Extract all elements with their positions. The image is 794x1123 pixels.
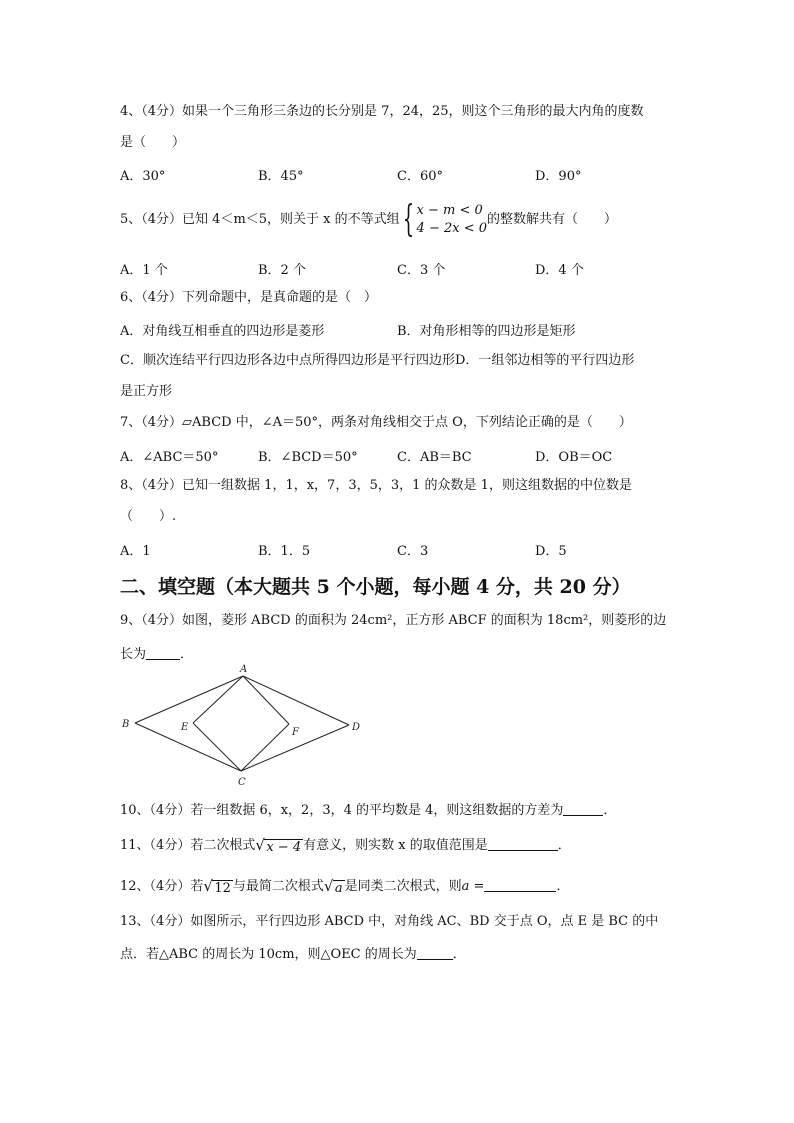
- q9-stem-cont: 长为 ．: [120, 647, 194, 662]
- q5-stem: [120, 198, 617, 242]
- sqrt-icon: √: [203, 877, 213, 895]
- q8-option-c: C．3: [397, 544, 429, 559]
- q4-option-b: B．45°: [258, 169, 304, 184]
- q11-stem: 11、（4分）若二次根式 √ x − 4 有意义，则实数 x 的取值范围是 ．: [120, 836, 571, 855]
- q4-option-d: D．90°: [535, 169, 582, 184]
- inequality-2: 4 − 2x < 0: [416, 220, 488, 236]
- q11-stem-post: 有意义，则实数 x 的取值范围是: [303, 838, 488, 853]
- q9-stem-cont-text: 长为: [120, 647, 147, 662]
- q7-option-a: A．∠ABC＝50°: [120, 450, 219, 465]
- q11-stem-pre: 11、（4分）若二次根式: [120, 838, 256, 853]
- q4-stem-cont: 是（ ）: [120, 135, 186, 150]
- inequality-system: [417, 202, 487, 238]
- q7-option-d: D．OB＝OC: [535, 450, 613, 465]
- q5-stem-pre: 5、（4分）已知 4＜m＜5，则关于 x 的不等式组: [120, 212, 400, 227]
- edge-ab: [135, 676, 243, 723]
- edge-af: [243, 676, 289, 724]
- label-b: B: [122, 719, 130, 730]
- sqrt-icon: √: [255, 836, 265, 854]
- q7-option-b: B．∠BCD＝50°: [258, 450, 358, 465]
- q10-stem: 10、（4分）若一组数据 6，x，2，3，4 的平均数是 4，则这组数据的方差为 ．: [120, 803, 617, 818]
- q6-options-cd: C．顺次连结平行四边形各边中点所得四边形是平行四边形D．一组邻边相等的平行四边形: [120, 353, 635, 368]
- q8-options: [120, 540, 680, 558]
- q5-option-a: A．1 个: [120, 263, 168, 278]
- q8-option-a: A．1: [120, 544, 151, 559]
- inequality-1: x − m < 0: [416, 202, 483, 218]
- q10-stem-text: 10、（4分）若一组数据 6，x，2，3，4 的平均数是 4，则这组数据的方差为: [120, 803, 564, 818]
- q13-stem-cont-text: 点．若△ABC 的周长为 10cm，则△OEC 的周长为: [120, 947, 417, 962]
- brace-symbol: {: [402, 198, 414, 240]
- q12-stem: 12、（4分）若 √ 12 与最简二次根式 √ a 是同类二次根式，则a = ．: [120, 877, 570, 896]
- q13-stem: 13、（4分）如图所示，平行四边形 ABCD 中，对角线 AC、BD 交于点 O，点 E 是 BC 的中: [120, 914, 659, 929]
- label-d: D: [352, 722, 361, 733]
- q7-options: [120, 446, 680, 464]
- q4-options: [120, 165, 680, 183]
- answer-blank: [484, 877, 556, 892]
- q5-option-c: C．3 个: [397, 263, 446, 278]
- q7-stem: 7、（4分）▱ABCD 中，∠A＝50°，两条对角线相交于点 O，下列结论正确的是（ ）: [120, 415, 632, 430]
- q12-variable: a =: [461, 879, 485, 894]
- q11-radicand: x − 4: [266, 840, 302, 855]
- q8-stem-cont: （ ）.: [120, 509, 177, 524]
- q8-option-b: B．1．5: [258, 544, 311, 559]
- edge-fc: [241, 724, 289, 771]
- q5-option-b: B．2 个: [258, 263, 306, 278]
- q5-options: [120, 259, 680, 277]
- answer-blank: [417, 945, 453, 960]
- q4-option-c: C．60°: [397, 169, 443, 184]
- edge-ad: [243, 676, 349, 725]
- edge-ae: [193, 676, 243, 723]
- q8-stem: 8、（4分）已知一组数据 1，1，x，7，3，5，3，1 的众数是 1，则这组数据的中位数是: [120, 478, 632, 493]
- answer-blank: [488, 836, 558, 851]
- q6-options-ab: [120, 320, 680, 338]
- q5-option-d: D．4 个: [535, 263, 584, 278]
- section-heading: 二、填空题（本大题共 5 个小题，每小题 4 分，共 20 分）: [120, 576, 631, 598]
- label-f: F: [292, 727, 299, 738]
- label-a: A: [240, 664, 248, 675]
- q5-stem-post: 的整数解共有（ ）: [487, 212, 618, 227]
- q7-option-c: C．AB＝BC: [397, 450, 472, 465]
- sqrt-expression: [323, 877, 345, 898]
- label-c: C: [238, 777, 246, 788]
- sqrt-expression: [203, 877, 233, 898]
- sqrt-expression: [255, 836, 303, 857]
- q12-stem-post: 是同类二次根式，则: [344, 879, 462, 894]
- q12-radicand-2: a: [334, 881, 343, 896]
- q6-options-cd-cont: 是正方形: [120, 384, 173, 399]
- q6-option-a: A．对角线互相垂直的四边形是菱形: [120, 324, 325, 339]
- q12-radicand-1: 12: [214, 881, 231, 896]
- q12-stem-pre: 12、（4分）若: [120, 879, 204, 894]
- sqrt-icon: √: [323, 877, 334, 895]
- q13-stem-cont: 点．若△ABC 的周长为 10cm，则△OEC 的周长为 ．: [120, 947, 466, 962]
- q8-option-d: D．5: [535, 544, 567, 559]
- q9-stem: 9、（4分）如图，菱形 ABCD 的面积为 24cm²，正方形 ABCF 的面积为 18cm²，则菱形的边: [120, 613, 667, 628]
- edge-ec: [193, 723, 241, 771]
- q4-option-a: A．30°: [120, 169, 166, 184]
- rhombus-square-figure: [118, 663, 368, 793]
- answer-blank: [146, 645, 180, 660]
- answer-blank: [563, 801, 603, 816]
- q4-stem: 4、（4分）如果一个三角形三条边的长分别是 7，24，25，则这个三角形的最大内角的度数: [120, 104, 644, 119]
- q6-option-b: B．对角形相等的四边形是矩形: [397, 324, 576, 339]
- q12-stem-mid: 与最简二次根式: [232, 879, 324, 894]
- label-e: E: [181, 722, 189, 733]
- q6-stem: 6、（4分）下列命题中，是真命题的是（ ）: [120, 290, 378, 305]
